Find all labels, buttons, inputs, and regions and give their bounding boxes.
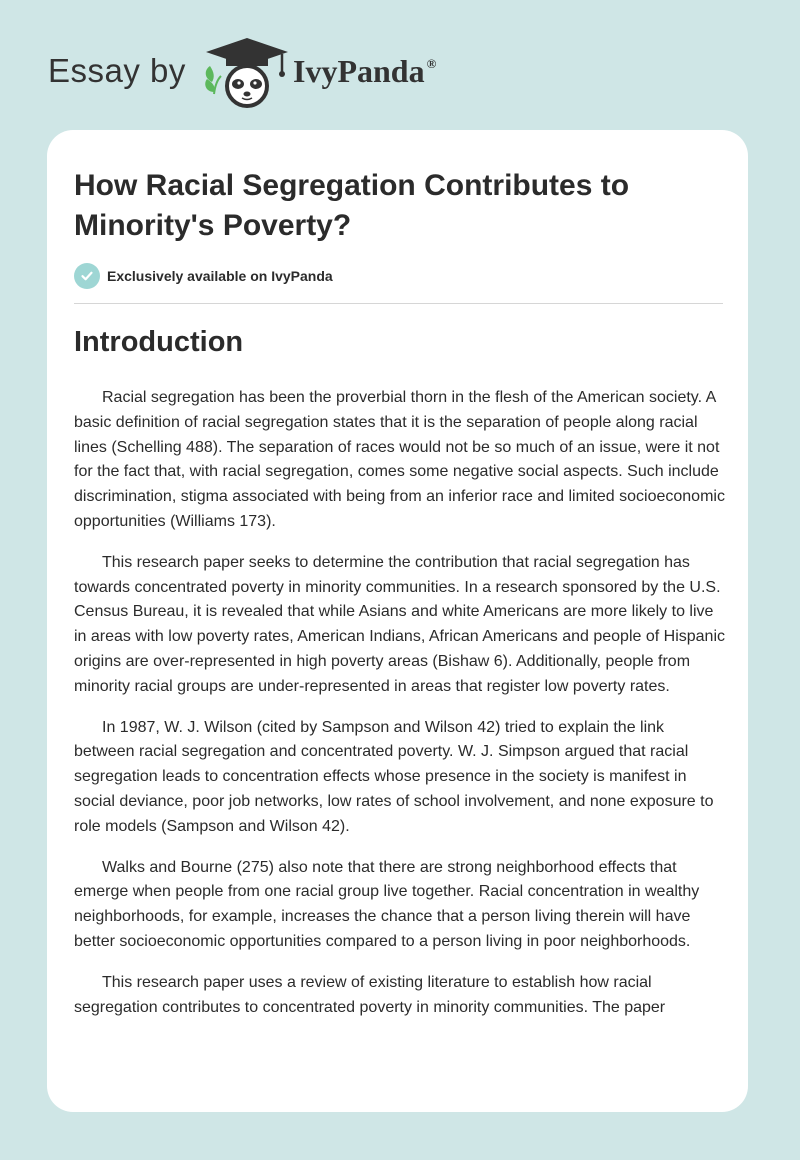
- ivypanda-logo-text[interactable]: [293, 53, 436, 90]
- site-header: [0, 0, 800, 130]
- registered-mark: ®: [426, 56, 437, 71]
- paragraph: This research paper uses a review of existing literature to establish how racial segregation contributes to concentrated poverty in minority communities. The paper: [74, 973, 666, 1016]
- page-title: How Racial Segregation Contributes to Minority's Poverty?: [74, 169, 630, 242]
- exclusive-badge-text: Exclusively available on IvyPanda: [107, 268, 333, 284]
- exclusive-badge: [74, 263, 333, 289]
- check-circle-icon: [74, 263, 100, 289]
- divider: [74, 303, 723, 304]
- paragraph: In 1987, W. J. Wilson (cited by Sampson and Wilson 42) tried to explain the link between racial segregation and concentrated poverty. W. J. Simpson argued that racial segregation leads to concentration effects whose presence in the society is manifest in social deviance, poor job networks, low rates of school involvement, and none exposure to role models (Sampson and Wilson 42).: [74, 718, 714, 835]
- panda-graduate-icon[interactable]: [202, 36, 292, 108]
- section-heading-introduction: Introduction: [74, 326, 244, 358]
- essay-by-label: Essay by: [48, 52, 186, 89]
- brand-name: IvyPanda: [293, 53, 425, 89]
- essay-body: [74, 386, 726, 1036]
- paragraph: Walks and Bourne (275) also note that there are strong neighborhood effects that emerge when people from one racial group live together. Racial concentration in wealthy neighborhoods, for example, increases the chance that a person living therein will have better socioeconomic opportunities compared to a person living in poor neighborhoods.: [74, 858, 700, 950]
- paragraph: This research paper seeks to determine the contribution that racial segregation has towards concentrated poverty in minority communities. In a research sponsored by the U.S. Census Bureau, it is revealed that while Asians and white Americans are more likely to live in areas with low poverty rates, American Indians, African Americans and people of Hispanic origins are over-represented in high poverty areas (Bishaw 6). Additionally, people from minority racial groups are under-represented in areas that register low poverty rates.: [74, 553, 725, 695]
- paragraph: Racial segregation has been the proverbial thorn in the flesh of the American society. A basic definition of racial segregation states that it is the separation of people along racial lines (Schelling 488). The separation of races would not be so much of an issue, were it not for the fact that, with racial segregation, comes some negative social aspects. Such include discrimination, stigma associated with being from an inferior race and limited socioeconomic opportunities (Williams 173).: [74, 389, 725, 530]
- essay-card: [47, 130, 748, 1112]
